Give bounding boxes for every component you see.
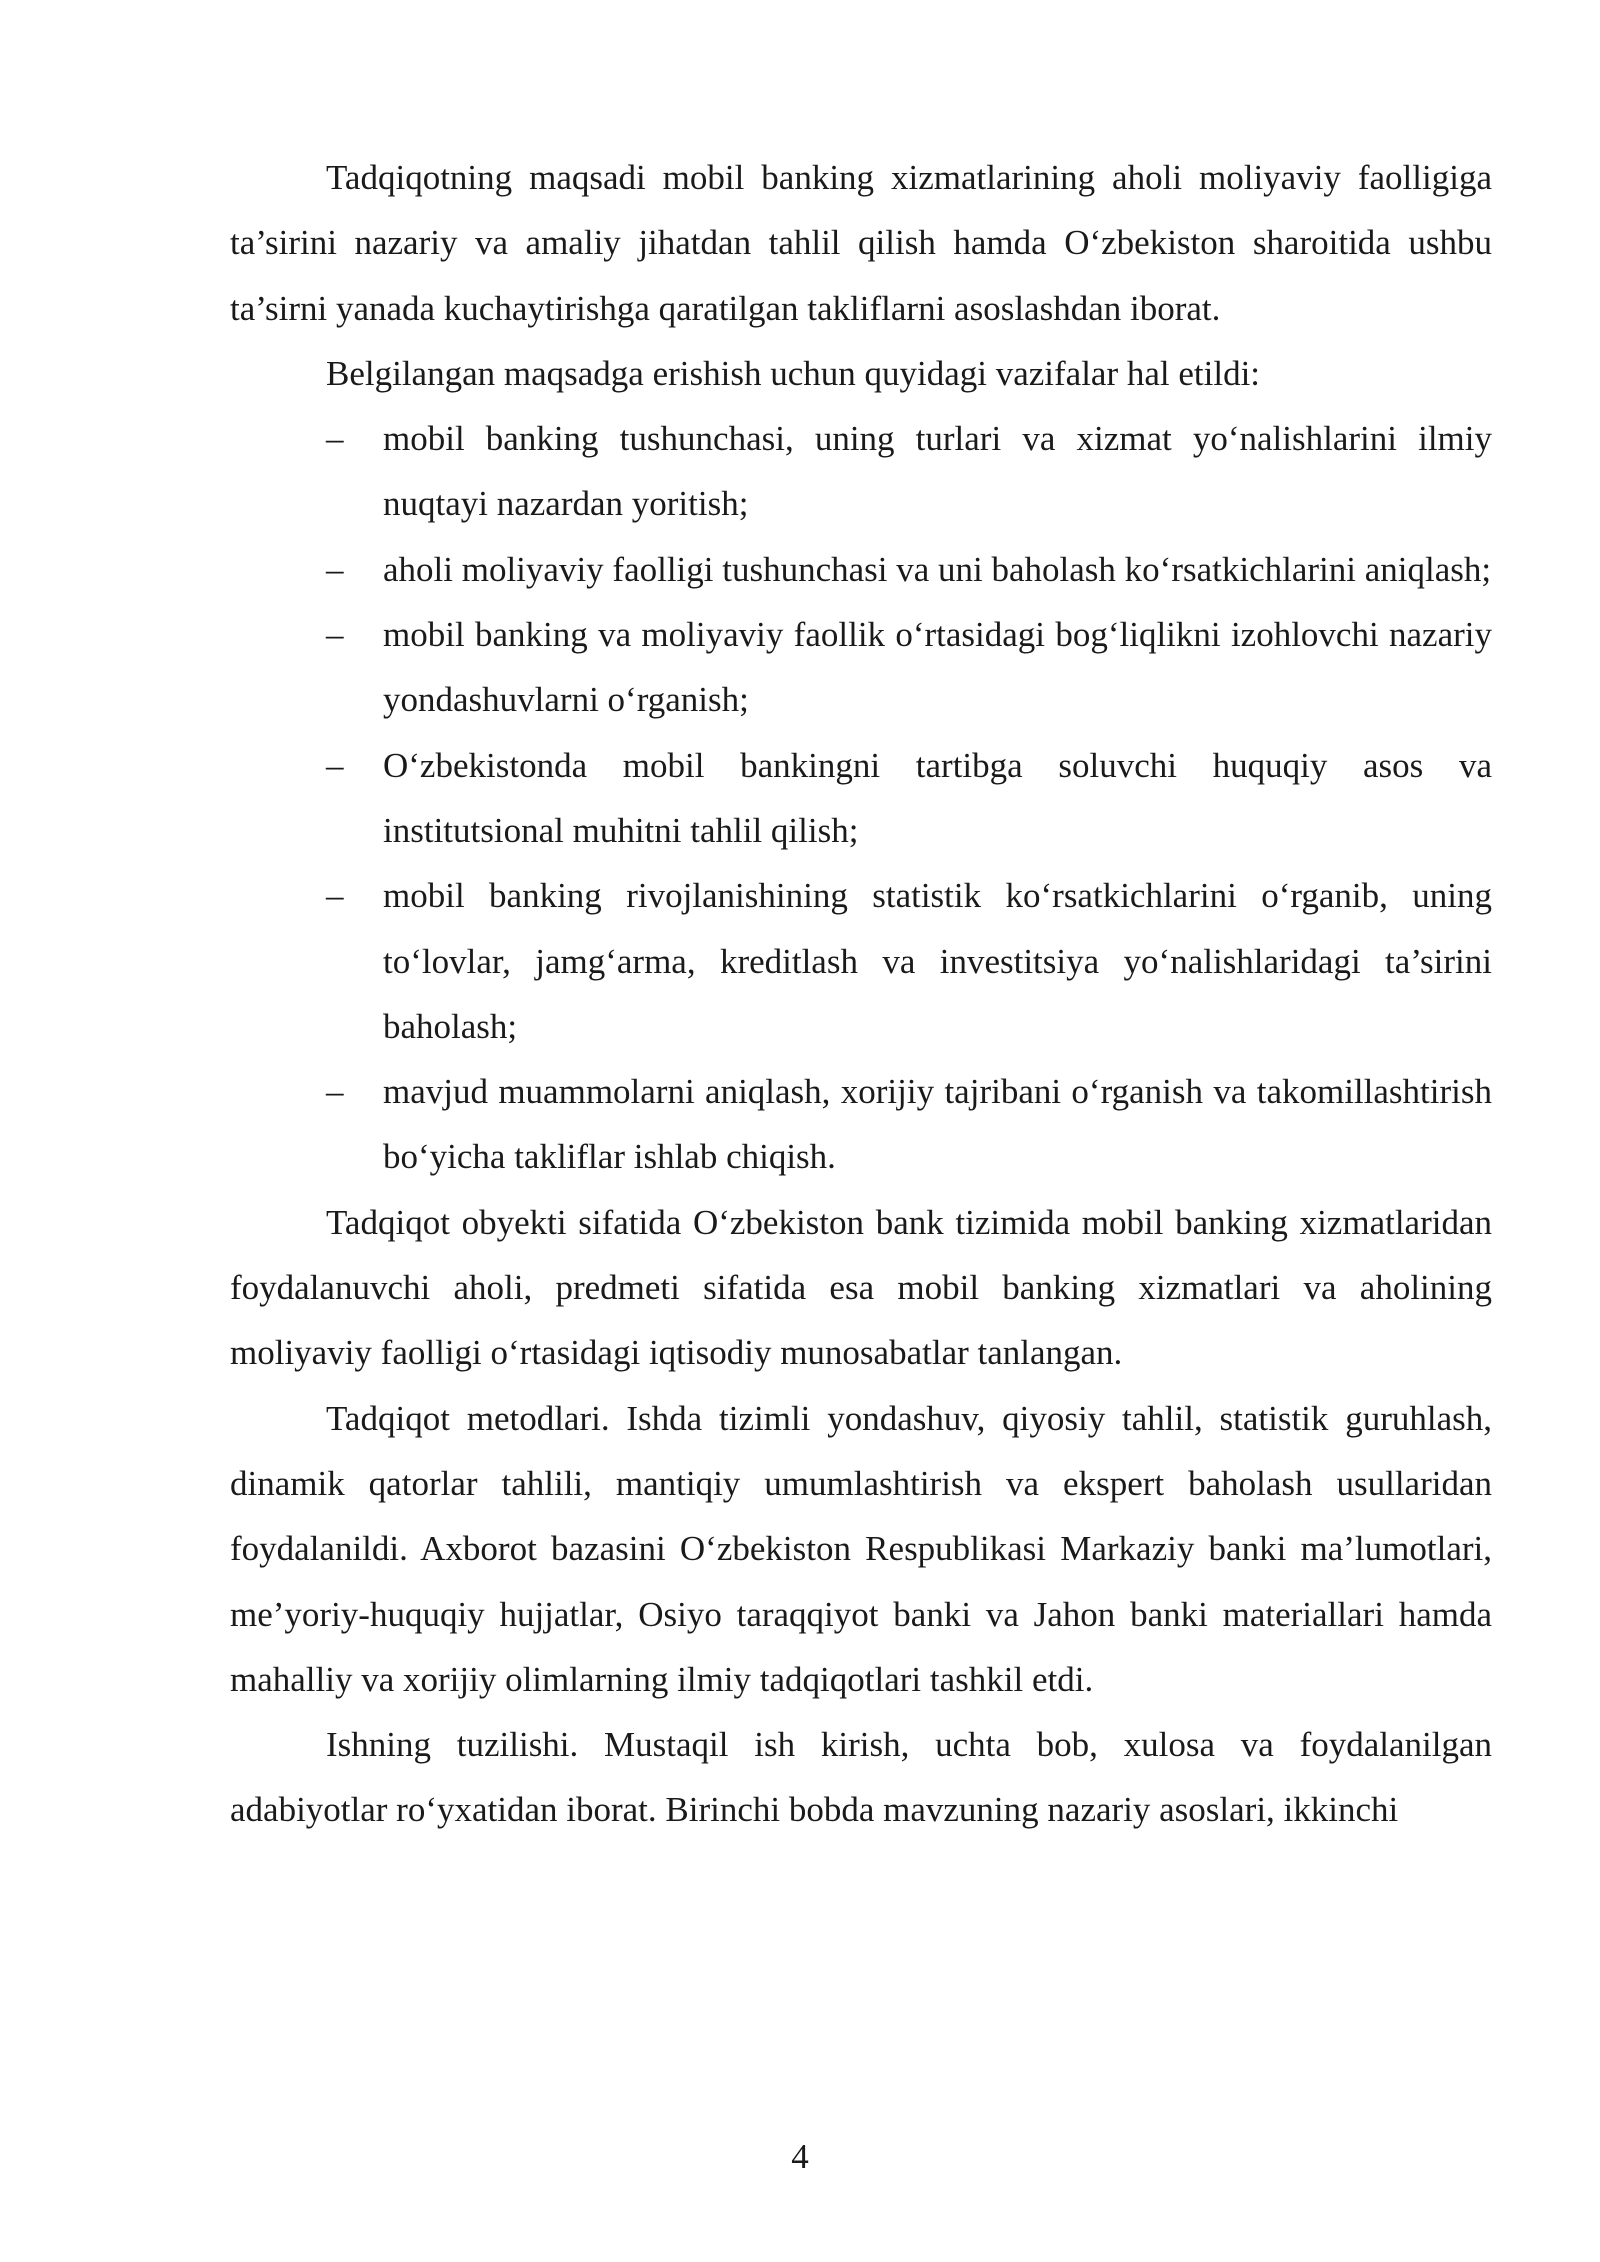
tasks-intro: Belgilangan maqsadga erishish uchun quyidagi vazifalar hal etildi: <box>326 353 1261 393</box>
task-text: mobil banking rivojlanishining statistik ko‘rsatkichlarini o‘rganib, uning to‘lovlar, jamg‘arma, kreditlash va investitsiya yo‘nalishlaridagi ta’sirini baholash; <box>383 876 1492 1046</box>
task-text: aholi moliyaviy faolligi tushunchasi va uni baholash ko‘rsatkichlarini aniqlash; <box>383 549 1492 589</box>
dash-bullet: – <box>326 1072 344 1112</box>
tasks-list <box>230 406 1492 1190</box>
list-item <box>230 602 1492 733</box>
list-item <box>230 406 1492 537</box>
task-text: mobil banking tushunchasi, uning turlari va xizmat yo‘nalishlarini ilmiy nuqtayi nazardan yoritish; <box>383 419 1492 524</box>
page-number: 4 <box>791 2137 809 2176</box>
list-item <box>230 863 1492 1059</box>
paragraph-structure: Ishning tuzilishi. Mustaqil ish kirish, uchta bob, xulosa va foydalanilgan adabiyotlar ro‘yxatidan iborat. Birinchi bobda mavzuning nazariy asoslari, ikkinchi <box>230 1725 1492 1830</box>
task-text: mavjud muammolarni aniqlash, xorijiy tajribani o‘rganish va takomillashtirish bo‘yicha takliflar ishlab chiqish. <box>383 1072 1492 1177</box>
task-text: O‘zbekistonda mobil bankingni tartibga soluvchi huquqiy asos va institutsional muhitni tahlil qilish; <box>383 745 1492 850</box>
list-item <box>230 733 1492 864</box>
task-text: mobil banking va moliyaviy faollik o‘rtasidagi bog‘liqlikni izohlovchi nazariy yondashuvlarni o‘rganish; <box>383 615 1492 720</box>
paragraph-methods: Tadqiqot metodlari. Ishda tizimli yondashuv, qiyosiy tahlil, statistik guruhlash, dinamik qatorlar tahlili, mantiqiy umumlashtirish va ekspert baholash usullaridan foydalanildi. Axborot bazasini O‘zbekiston Respublikasi Markaziy banki ma’lumotlari, me’yoriy-huquqiy hujjatlar, Osiyo taraqqiyot banki va Jahon banki materiallari hamda mahalliy va xorijiy olimlarning ilmiy tadqiqotlari tashkil etdi. <box>230 1398 1492 1699</box>
dash-bullet: – <box>326 876 344 916</box>
dash-bullet: – <box>326 419 344 459</box>
dash-bullet: – <box>326 615 344 655</box>
list-item <box>230 537 1492 602</box>
dash-bullet: – <box>326 745 344 785</box>
document-page <box>230 145 1492 1843</box>
dash-bullet: – <box>326 549 344 589</box>
list-item <box>230 1059 1492 1190</box>
paragraph-goal: Tadqiqotning maqsadi mobil banking xizmatlarining aholi moliyaviy faolligiga ta’sirini nazariy va amaliy jihatdan tahlil qilish hamda O‘zbekiston sharoitida ushbu ta’sirni yanada kuchaytirishga qaratilgan takliflarni asoslashdan iborat. <box>230 158 1492 328</box>
paragraph-object: Tadqiqot obyekti sifatida O‘zbekiston bank tizimida mobil banking xizmatlaridan foydalanuvchi aholi, predmeti sifatida esa mobil banking xizmatlari va aholining moliyaviy faolligi o‘rtasidagi iqtisodiy munosabatlar tanlangan. <box>230 1202 1492 1373</box>
